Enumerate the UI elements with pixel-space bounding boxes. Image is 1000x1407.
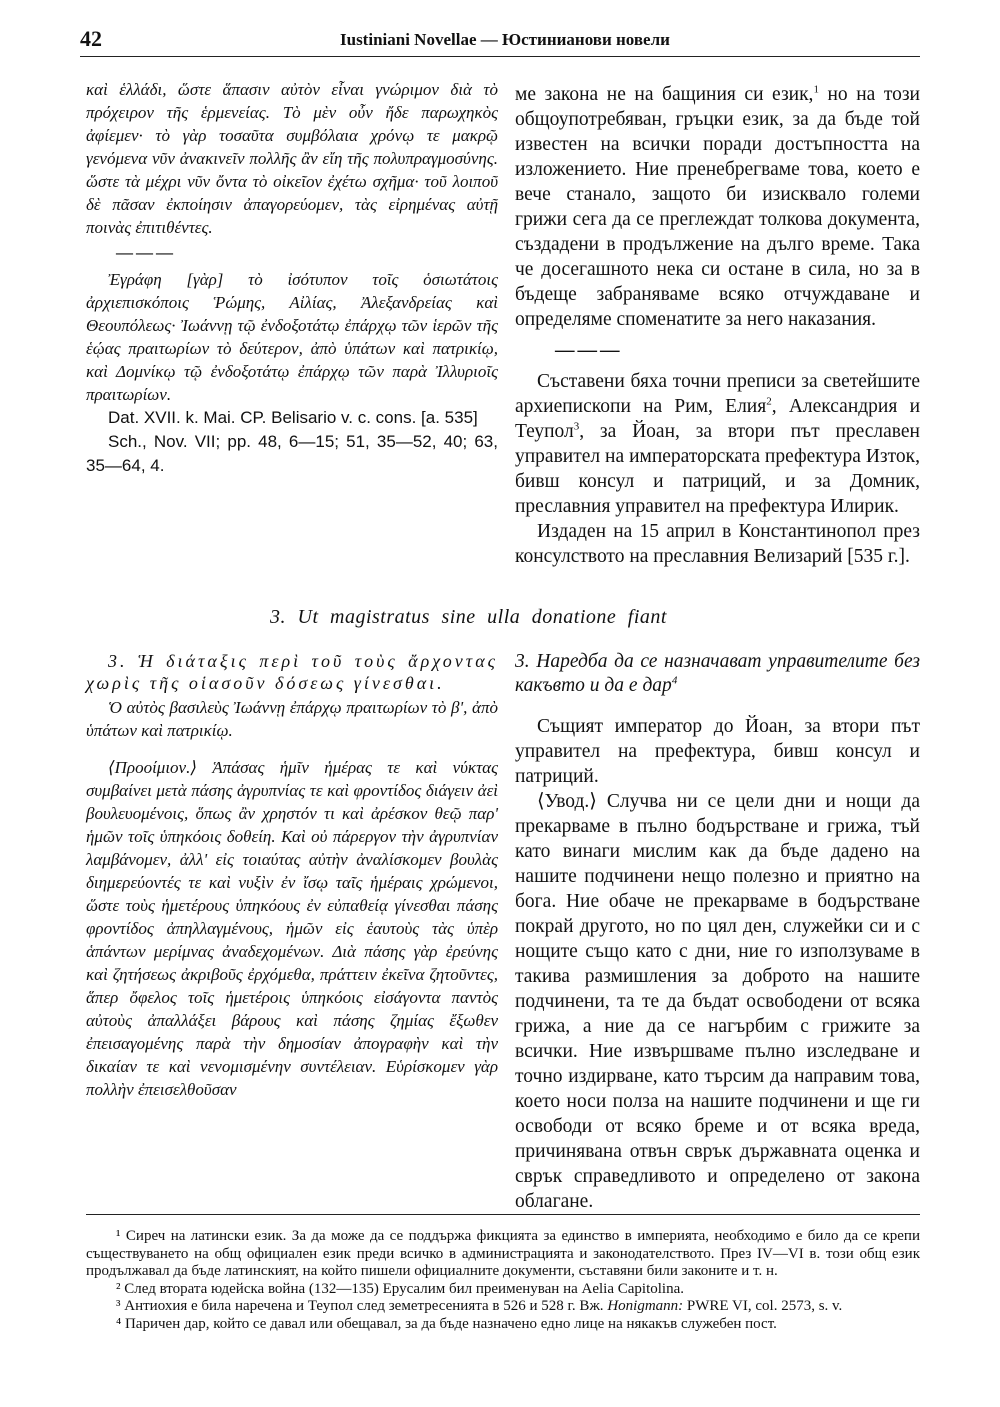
footnote-mark-2: 2 (766, 395, 772, 408)
running-head: Iustiniani Novellae — Юстинианови новели (340, 30, 670, 49)
footnote-3-author: Honigmann: (607, 1298, 684, 1314)
bg-paragraph: ме закона не на бащиния си език,$^1$ но на този общоупотребяван, гръцки език, за да бъде той известен на всички поради достъпността на изложението. Ние пренебрегваме това, което е вече станало, защото би изисквало големи грижи сега да се преглеждат толкова документа, създадени в продължение на дълго време. Така че досегашното нека си остане в сила, но за в бъдеще забраняваме всяко отчуждаване и определяме споменатите за него наказания. (515, 83, 920, 330)
bg-dated: Издаден на 15 април в Константинопол през консулството на преславния Велизарий [535 г.]. (515, 521, 920, 567)
section-title: 3. Ut magistratus sine ulla donatione fiant (270, 606, 667, 628)
greek-subscription: Ἐγράφη [γὰρ] τὸ ἰσότυπον τοῖς ὁσιωτάτοις ἀρχιεπισκόποις Ῥώμης, Αἰλίας, Ἀλεξανδρείας καὶ Θεουπόλεως· Ἰωάννῃ τῷ ἐνδοξοτάτῳ ἐπάρχῳ τῶν ἱερῶν τῆς ἑῴας πραιτωρίων τὸ δεύτερον, ἀπὸ ὑπάτων καὶ πατρικίῳ, καὶ Δομνίκῳ τῷ ἐνδοξοτάτῳ ἐπάρχῳ τῶν παρὰ Ἰλλυριοῖς πραιτωρίων. (86, 270, 498, 404)
bg-subscription: Съставени бяха точни преписи за светейшите архиепископи на Рим, Елия$^2$, Александрия и Теупол$^3$, за Йоан, за втори път преславен управител на императорската префектура Изток, бивш консул и патриций, и за Домник, преславния управител на префектура Илирик. (515, 371, 921, 517)
separator: ——— (116, 243, 176, 262)
footnote-mark-4: 4 (671, 674, 678, 687)
sch-line: Sch., Nov. VII; pp. 48, 6—15; 51, 35—52, 40; 63, 35—64, 4. (86, 432, 498, 475)
separator: ——— (555, 340, 623, 361)
left-column-bottom (86, 650, 498, 1101)
left-column-top (86, 78, 498, 478)
greek-heading: 3. Ἡ διάταξις περὶ τοῦ τοὺς ἄρχοντας χωρὶς τῆς οἱασοῦν δόσεως γίνεσθαι. (86, 651, 498, 693)
footnote-rule (86, 1214, 920, 1215)
bg-address: Същият император до Йоан, за втори път управител на префектура, бивш консул и патриций. (515, 716, 920, 787)
dat-line: Dat. XVII. k. Mai. CP. Belisario v. c. cons. [a. 535] (108, 408, 478, 427)
footnote-4: ⁴ Паричен дар, който се давал или обещавал, за да бъде назначено едно лице на някакъв служебен пост. (116, 1315, 777, 1332)
bg-heading: 3. Наредба да се назначават управителите без какъвто и да е дар$^4$ (515, 651, 920, 696)
footnotes (86, 1228, 920, 1333)
footnote-3: ³ Антиохия е била наречена и Теупол след земетресенията в 526 и 528 г. Вж. Honigmann: PWRE VI, col. 2573, s. v. (116, 1298, 843, 1314)
page-number: 42 (80, 26, 102, 51)
footnote-mark-1: 1 (813, 83, 819, 96)
footnote-2: ² След втората юдейска война (132—135) Ерусалим бил преименуван на Aelia Capitolina. (116, 1280, 684, 1297)
greek-paragraph: καὶ ἑλλάδι, ὥστε ἅπασιν αὐτὸν εἶναι γνώριμον διὰ τὸ πρόχειρον τῆς ἑρμενείας. Τὸ μὲν οὖν ἤδε παρωχηκὸς ἀφίεμεν· τὸ γὰρ τοσαῦτα συμβόλαια χρόνῳ τε μακρῷ γενόμενα νῦν ἀνακινεῖν πολλῆς ἂν εἴη τῆς πολυπραγμοσύνης. ὥστε τὰ μέχρι νῦν ὄντα τὸ οἰκεῖον ἐχέτω σχῆμα· τοῦ λοιποῦ δὲ πᾶσαν ἐκποίησιν ἀπαγορεύομεν, τὰς εἰρημένας αὐτῇ ποινὰς ἐπιτιθέντες. (86, 80, 498, 237)
right-column-bottom (515, 650, 920, 1214)
right-column-top (515, 82, 920, 569)
bg-prooemium: ⟨Увод.⟩ Случва ни се цели дни и нощи да прекарваме в пълно бодърстване и грижа, тъй като винаги мислим как да бъде дадено на нашите подчинени нещо полезно и приятно на бога. Ние обаче не прекарваме в бодърстване покрай другото, но по цял ден, служейки си и с нощите също като с дни, ние го използуваме в такива размишления за доброто на нашите подчинени, та те да бъдат освободени от всяка грижа, а ние да се нагърбим с грижите за всички. Ние извършваме пълно изследване и точно издирване, като търсим да направим това, което носи полза на нашите подчинени и ще ги освободи от всяко бреме и от всяка вреда, причинявана отвън сврък държавната оценка и сврък справедливото и определено от закона облагане. (515, 791, 920, 1212)
header-rule (80, 56, 920, 57)
footnote-1: ¹ Сиреч на латински език. За да може да се поддържа фикцията за единство в империята, необходимо е било да се крепи съществуването на общ официален език преди всичко в администрацията и законодателството. През IV—VI в. този общ език продължавал да бъде латинският, на който пишели официалните документи, съставяни били законите и т. н. (86, 1228, 920, 1279)
greek-address: Ὁ αὐτὸς βασιλεὺς Ἰωάννῃ ἐπάρχῳ πραιτωρίων τὸ β', ἀπὸ ὑπάτων καὶ πατρικίῳ. (86, 698, 498, 740)
footnote-mark-3: 3 (573, 420, 580, 433)
greek-prooemium: ⟨Προοίμιον.⟩ Ἁπάσας ἡμῖν ἡμέρας τε καὶ νύκτας συμβαίνει μετὰ πάσης ἀγρυπνίας τε καὶ φροντίδος διάγειν ἀεὶ βουλευομένοις, ὅπως ἂν χρηστόν τι καὶ ἀρέσκον θεῷ παρ' ἡμῶν τοῖς ὑπηκόοις δοθείη. Καὶ οὐ πάρεργον τὴν ἀγρυπνίαν λαμβάνομεν, ἀλλ' εἰς τοιαύτας αὐτὴν ἀναλίσκομεν βουλὰς διημερεύοντές τε καὶ νυξὶν ἐν ἴσῳ ταῖς ἡμέραις χρώμενοι, ὥστε τοὺς ἡμετέρους ὑπηκόους ἐν εὐπαθείᾳ γίνεσθαι πάσης φροντίδος ἀπηλλαγμένους, ἡμῶν εἰς ἑαυτοὺς τὰς ὑπὲρ ἁπάντων μερίμνας ἀναδεχομένων. Διὰ πάσης γὰρ ἐρεύνης καὶ ζητήσεως ἀκριβοῦς ἐρχόμεθα, πράττειν ἐκεῖνα ζητοῦντες, ἅπερ ὄφελος τοῖς ἡμετέροις ὑπηκόοις εἰσάγοντα παντὸς αὐτοὺς ἀπαλλάξει βάρους καὶ πάσης ζημίας ἔξωθεν ἐπεισαγομένης παρὰ τὴν δημοσίαν ἀπογραφὴν καὶ τὴν δικαίαν τε καὶ νενομισμένην συντέλειαν. Εὑρίσκομεν γὰρ πολλὴν ἐπεισελθοῦσαν (86, 758, 498, 1099)
